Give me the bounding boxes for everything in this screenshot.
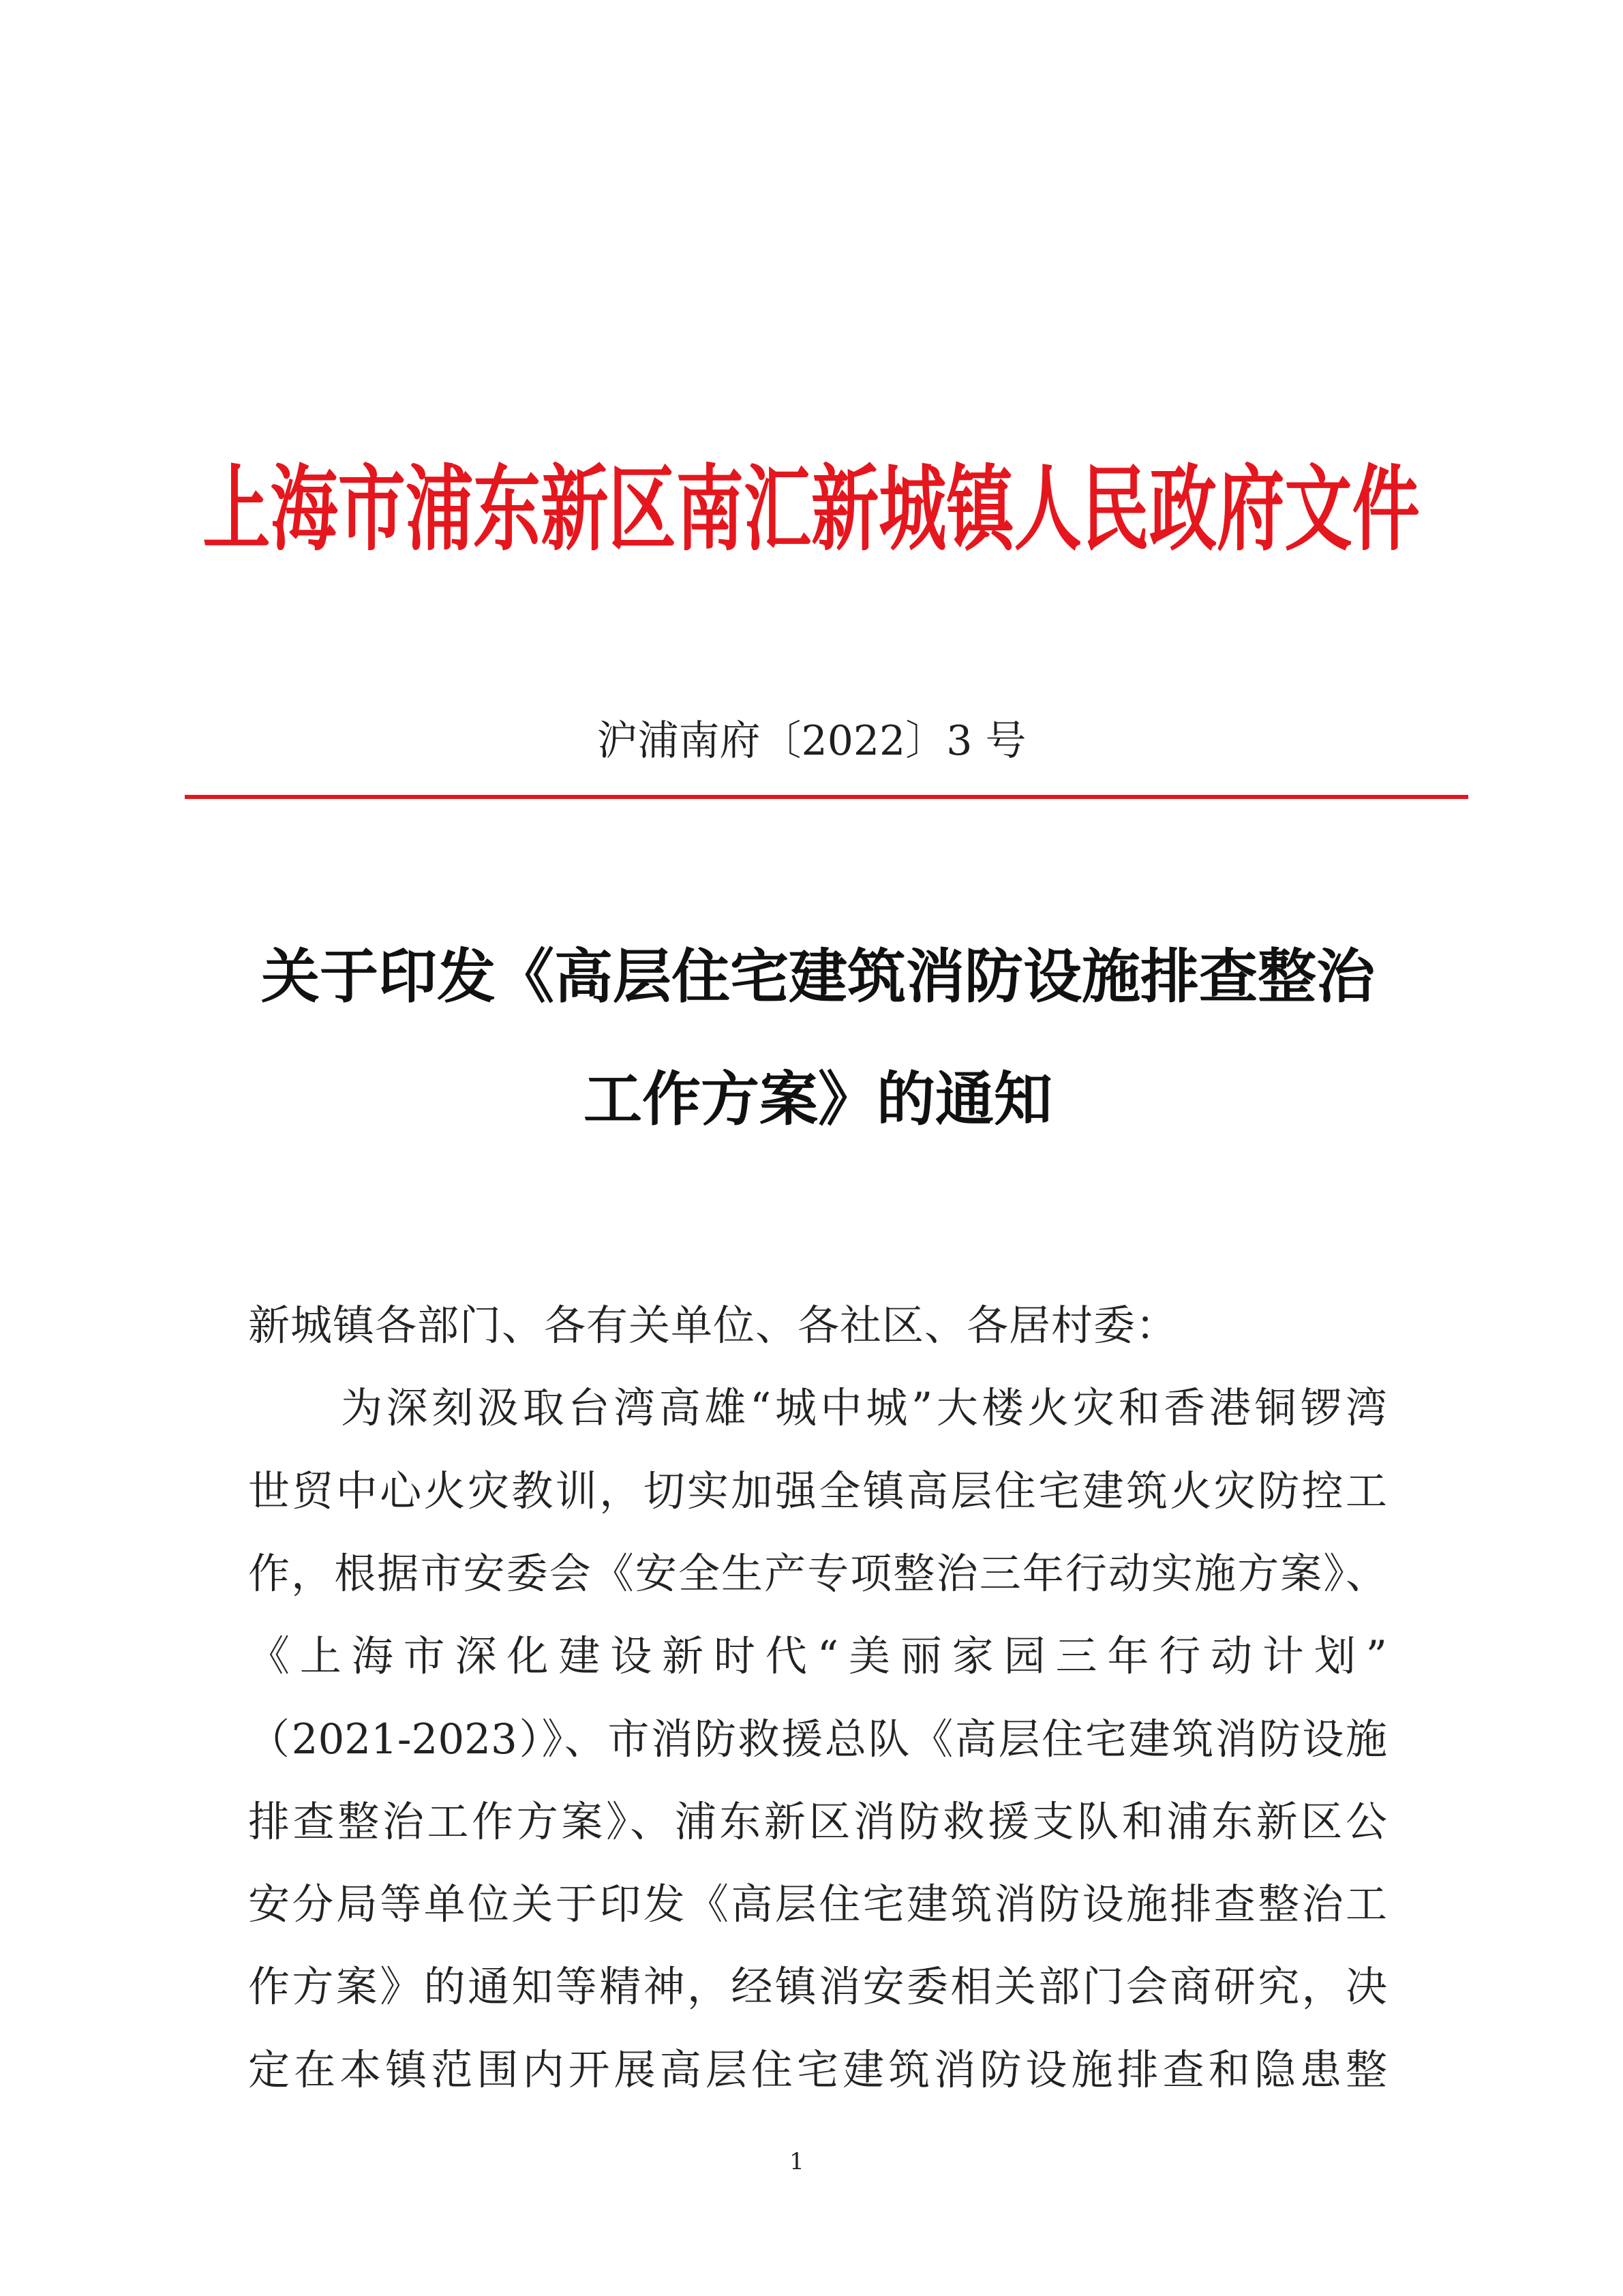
body-line: 排查整治工作方案》、浦东新区消防救援支队和浦东新区公 (248, 1798, 1387, 1846)
body-line: 世贸中心火灾教训，切实加强全镇高层住宅建筑火灾防控工 (248, 1467, 1387, 1515)
salutation: 新城镇各部门、各有关单位、各社区、各居村委： (248, 1301, 1179, 1350)
body-line: 《上海市深化建设新时代“美丽家园三年行动计划” (248, 1632, 1387, 1680)
issuing-authority-title: 上海市浦东新区南汇新城镇人民政府文件 (202, 454, 1421, 564)
body-line: （2021-2023）》、市消防救援总队《高层住宅建筑消防设施 (248, 1715, 1387, 1764)
document-number: 沪浦南府〔2022〕3 号 (596, 717, 1027, 765)
body-line: 定在本镇范围内开展高层住宅建筑消防设施排查和隐患整 (248, 2046, 1387, 2094)
body-line: 作方案》的通知等精神，经镇消安委相关部门会商研究，决 (248, 1963, 1387, 2011)
red-divider-line (185, 795, 1468, 799)
issuing-authority-header (0, 454, 1623, 564)
page-number: 1 (789, 2148, 804, 2175)
body-line: 作，根据市安委会《安全生产专项整治三年行动实施方案》、 (248, 1550, 1387, 1598)
body-line: 为深刻汲取台湾高雄“城中城”大楼火灾和香港铜锣湾 (341, 1384, 1387, 1432)
document-title-line-1: 关于印发《高层住宅建筑消防设施排查整治 (261, 942, 1375, 1011)
body-line: 安分局等单位关于印发《高层住宅建筑消防设施排查整治工 (248, 1880, 1387, 1929)
document-title-line-2: 工作方案》的通知 (583, 1065, 1052, 1134)
